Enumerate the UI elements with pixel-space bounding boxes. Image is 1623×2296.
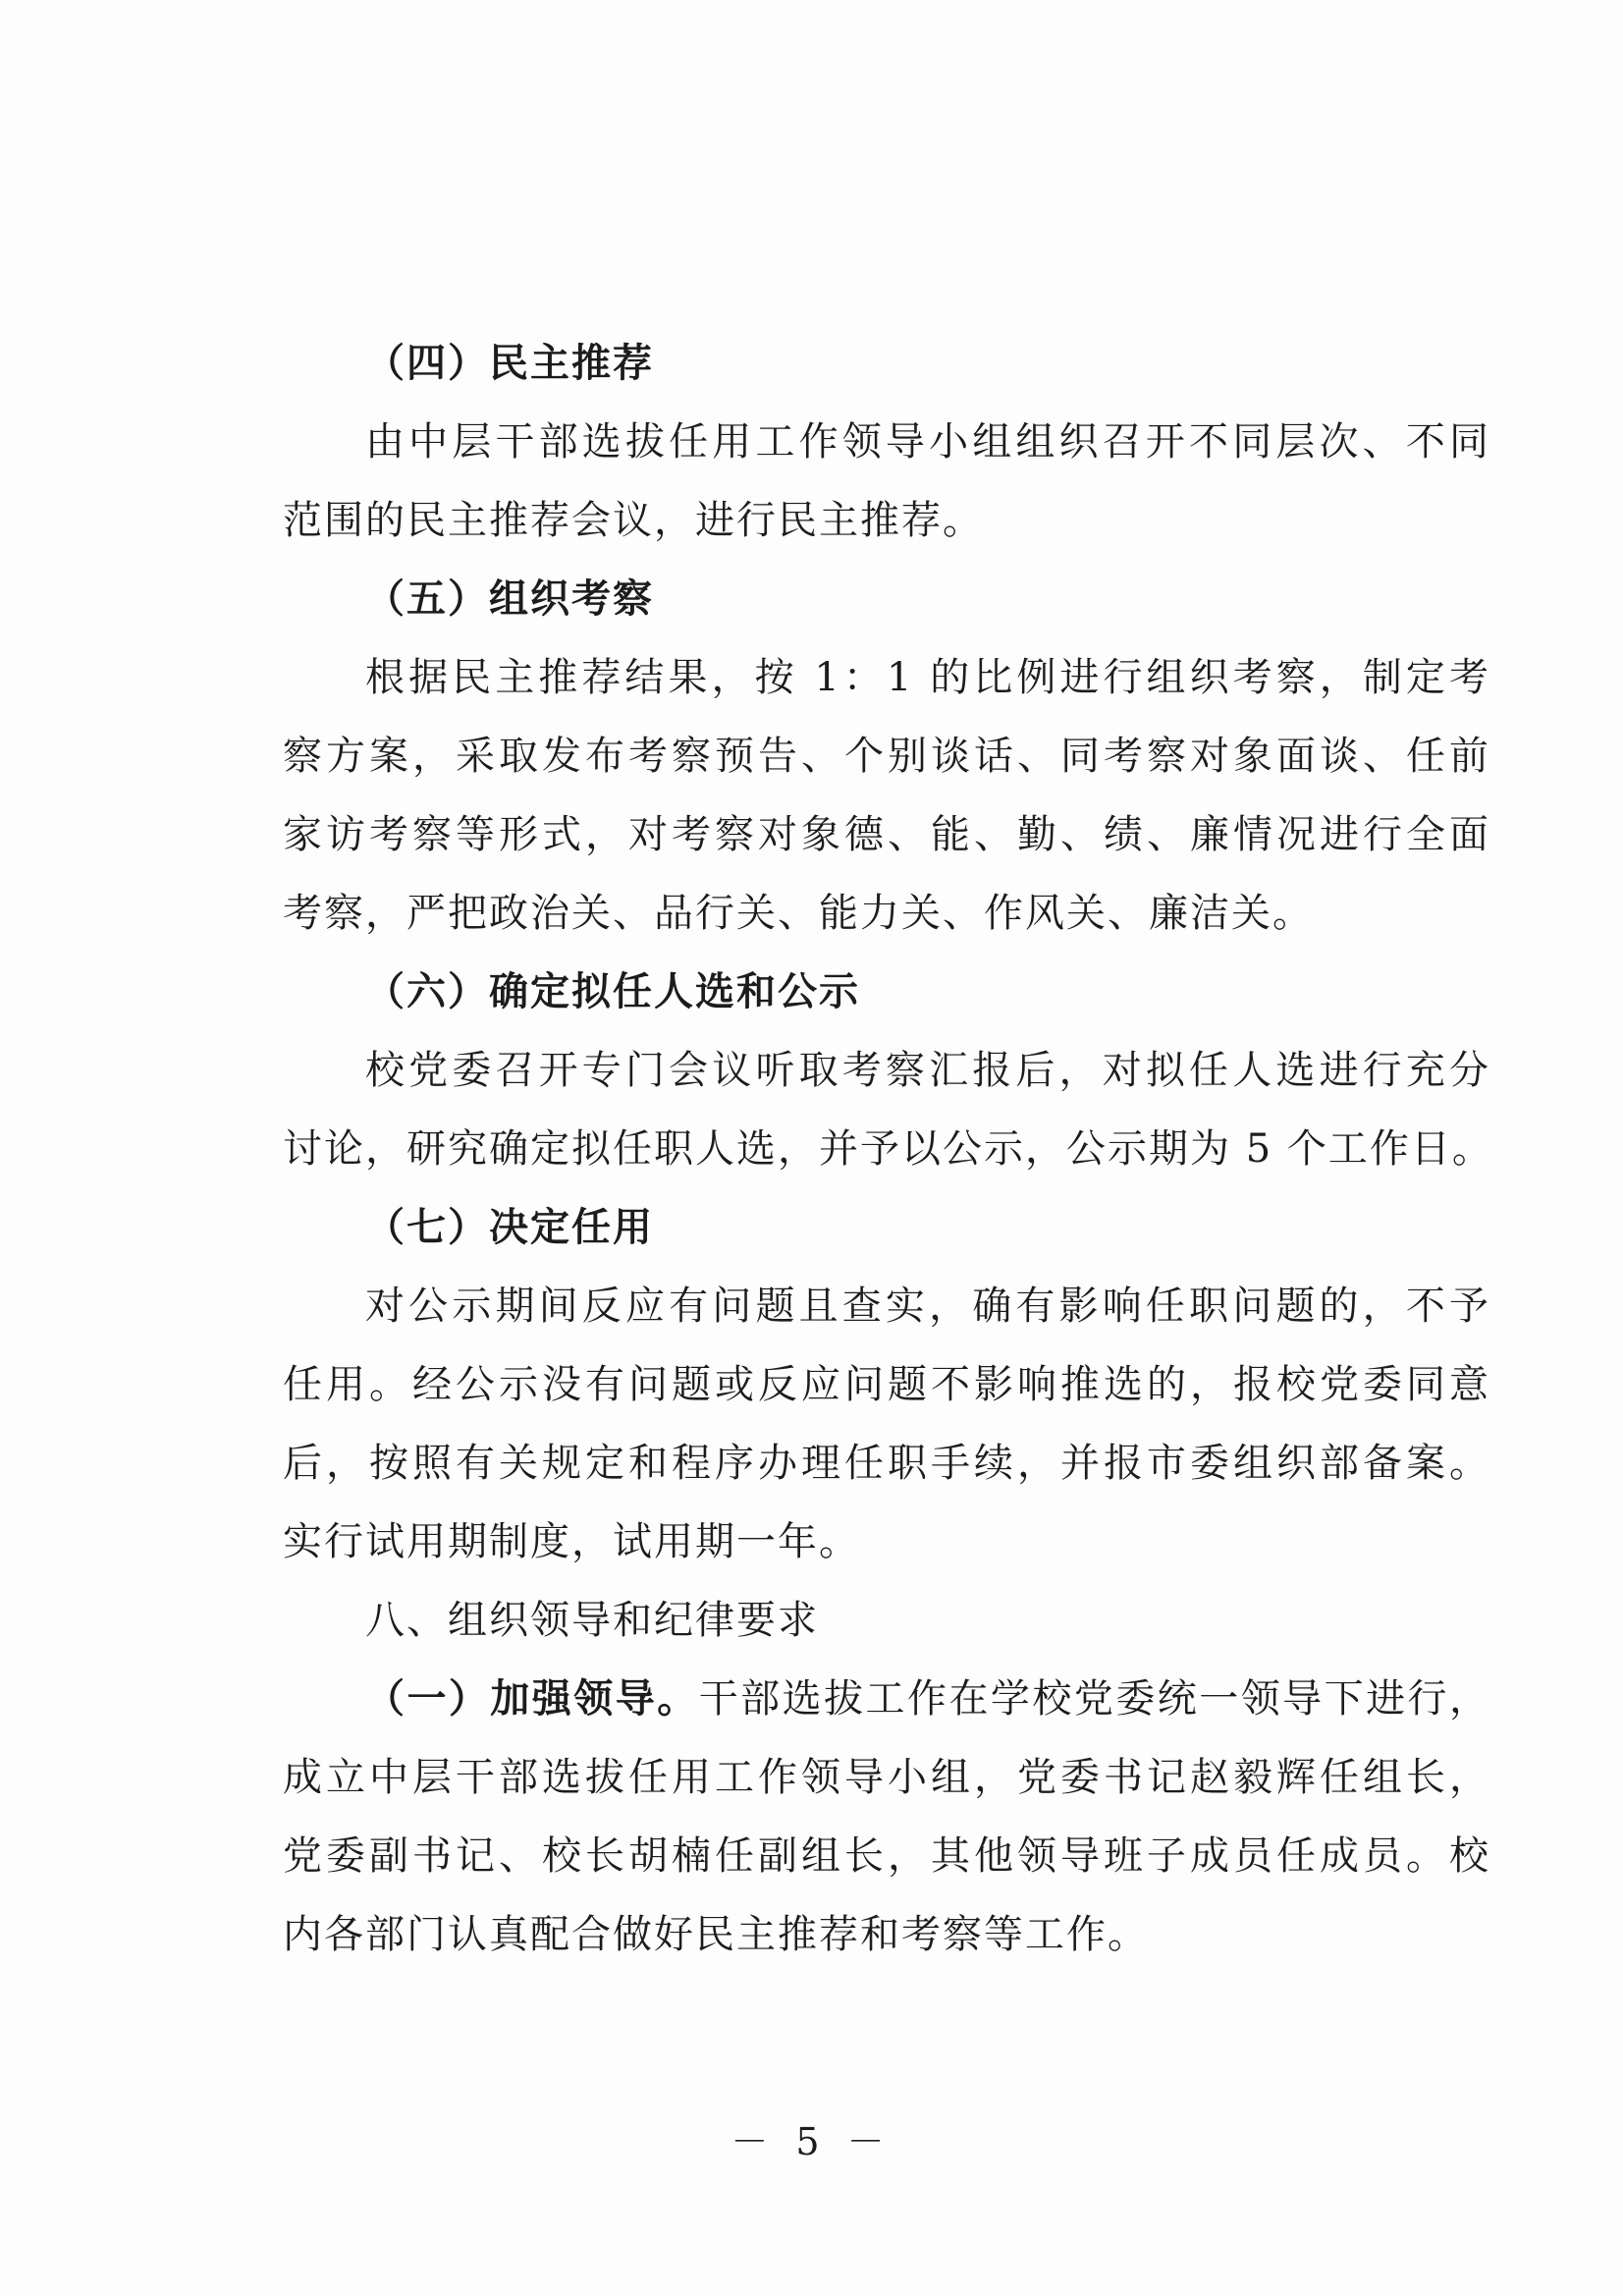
paragraph-line: 考察，严把政治关、品行关、能力关、作风关、廉洁关。 xyxy=(283,891,1314,936)
paragraph-line: 党委副书记、校长胡楠任副组长，其他领导班子成员任成员。校 xyxy=(283,1833,1490,1879)
section-heading-6: （六）确定拟任人选和公示 xyxy=(365,968,860,1014)
page-body xyxy=(283,324,1493,1974)
section-heading-8: 八、组织领导和纪律要求 xyxy=(365,1598,819,1643)
paragraph-lead: （一）加强领导。 xyxy=(365,1675,699,1722)
paragraph-text: 干部选拔工作在学校党委统一领导下进行， xyxy=(698,1676,1491,1722)
paragraph-line: 根据民主推荐结果，按 1：1 的比例进行组织考察，制定考 xyxy=(365,655,1490,700)
section-heading-4: （四）民主推荐 xyxy=(365,340,654,386)
paragraph-line xyxy=(283,1660,1490,1738)
paragraph-line: 家访考察等形式，对考察对象德、能、勤、绩、廉情况进行全面 xyxy=(283,812,1490,857)
paragraph-line: 讨论，研究确定拟任职人选，并予以公示，公示期为 5 个工作日。 xyxy=(283,1126,1493,1172)
paragraph-line: 察方案，采取发布考察预告、个别谈话、同考察对象面谈、任前 xyxy=(283,734,1490,779)
paragraph-line: 实行试用期制度，试用期一年。 xyxy=(283,1519,860,1564)
section-heading-7: （七）决定任用 xyxy=(365,1204,654,1250)
paragraph-line: 内各部门认真配合做好民主推荐和考察等工作。 xyxy=(283,1912,1149,1957)
paragraph-line: 校党委召开专门会议听取考察汇报后，对拟任人选进行充分 xyxy=(365,1048,1490,1093)
paragraph-line: 对公示期间反应有问题且查实，确有影响任职问题的，不予 xyxy=(365,1284,1490,1329)
paragraph-line: 任用。经公示没有问题或反应问题不影响推选的，报校党委同意 xyxy=(283,1362,1490,1407)
section-heading-5: （五）组织考察 xyxy=(365,575,654,622)
page-number: － 5 － xyxy=(730,2120,893,2163)
paragraph-line: 成立中层干部选拔任用工作领导小组，党委书记赵毅辉任组长， xyxy=(283,1755,1490,1800)
paragraph-line: 由中层干部选拔任用工作领导小组组织召开不同层次、不同 xyxy=(365,419,1490,465)
paragraph-line: 后，按照有关规定和程序办理任职手续，并报市委组织部备案。 xyxy=(283,1441,1490,1486)
paragraph-line: 范围的民主推荐会议，进行民主推荐。 xyxy=(283,498,984,543)
